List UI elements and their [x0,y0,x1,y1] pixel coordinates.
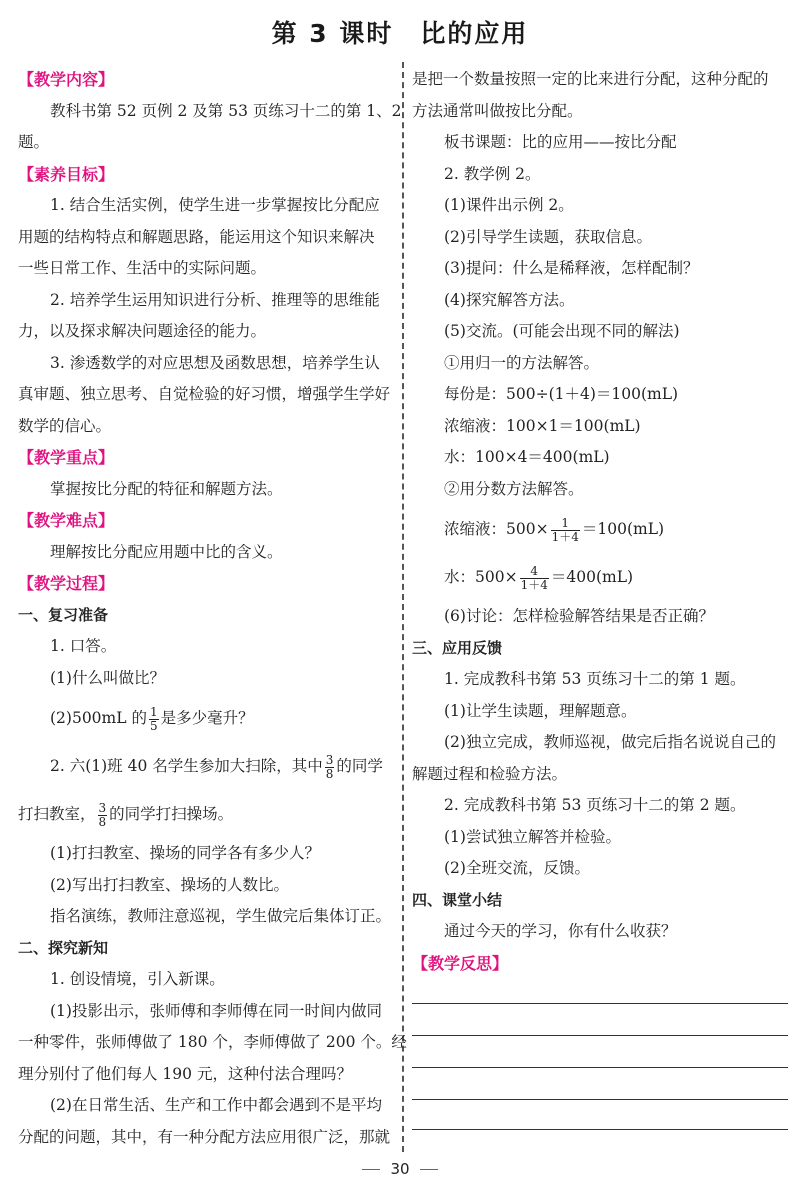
paragraph-line: 力，以及探求解决问题途径的能力。 [18,322,267,340]
right-column [412,64,788,1129]
paragraph-line: 通过今天的学习，你有什么收获？ [444,922,677,940]
paragraph-line: (6)讨论：怎样检验解答结果是否正确？ [444,607,714,625]
fraction-question-line: 打扫教室， $\frac{3}{8}$ 的同学打扫操场。 [18,800,234,829]
equation-line: 水：100×4＝400(mL) [444,448,610,466]
paragraph-line: 1. 完成教科书第 53 页练习十二的第 1 题。 [444,670,746,688]
section-feedback: 三、应用反馈 [412,638,503,657]
paragraph-line: 1. 口答。 [50,637,117,655]
paragraph-line: (4)探究解答方法。 [444,290,575,309]
heading-difficulties: 【教学难点】 [18,511,115,530]
paragraph-line: (1)打扫教室、操场的同学各有多少人？ [50,844,320,862]
heading-key-points: 【教学重点】 [18,448,115,467]
paragraph-line: 3. 渗透数学的对应思想及函数思想，培养学生认 [50,353,380,372]
paragraph-line: 真审题、独立思考、自觉检验的好习惯，增强学生学好 [18,385,391,403]
equation-line: 每份是：500÷(1＋4)＝100(mL) [444,385,679,403]
paragraph-line: (3)提问：什么是稀释液，怎样配制？ [444,259,699,277]
writing-line [412,1035,788,1036]
column-divider [402,62,404,1152]
fraction: $\frac{1}{1+4}$ [551,515,579,544]
heading-teaching-process: 【教学过程】 [18,574,115,593]
page-number-footer [0,1160,800,1178]
paragraph-line: (1)让学生读题，理解题意。 [444,701,637,720]
paragraph-line: ①用归一的方法解答。 [444,353,600,372]
paragraph-line: ②用分数方法解答。 [444,479,584,498]
paragraph-line: (2)引导学生读题，获取信息。 [444,227,652,246]
paragraph-line: (2)独立完成，教师巡视，做完后指名说说自己的 [444,733,776,751]
paragraph-line: 解题过程和检验方法。 [412,764,568,783]
left-column [18,64,407,1153]
paragraph-line: 方法通常叫做按比分配。 [412,101,583,120]
fraction: $\frac{4}{1+4}$ [520,563,548,592]
fraction: $\frac{3}{8}$ [98,800,107,829]
reflection-writing-area[interactable] [412,979,788,1129]
paragraph-line: 掌握按比分配的特征和解题方法。 [50,479,283,498]
paragraph-line: 理分别付了他们每人 190 元，这种付法合理吗？ [18,1064,352,1083]
page-number: 30 [390,1160,410,1178]
paragraph-line: (1)投影出示，张师傅和李师傅在同一时间内做同 [50,1001,382,1020]
fraction-equation-line: 浓缩液：500× $\frac{1}{1+4}$ ＝100(mL) [444,515,665,544]
paragraph-line: (5)交流。(可能会出现不同的解法) [444,322,680,340]
section-summary: 四、课堂小结 [412,890,503,909]
paragraph-line: 教科书第 52 页例 2 及第 53 页练习十二的第 1、2 [50,101,402,120]
writing-line [412,1067,788,1068]
paragraph-line: (1)什么叫做比？ [50,668,165,687]
paragraph-line: 是把一个数量按照一定的比来进行分配，这种分配的 [412,70,769,88]
fraction: $\frac{1}{5}$ [149,704,158,733]
paragraph-line: 理解按比分配应用题中比的含义。 [50,542,283,561]
fraction-question-line: (2)500mL 的 $\frac{1}{5}$ 是多少毫升？ [50,704,254,733]
writing-line [412,1099,788,1100]
paragraph-line: 指名演练，教师注意巡视，学生做完后集体订正。 [50,907,392,925]
paragraph-line: (1)尝试独立解答并检验。 [444,827,621,846]
paragraph-line: 一种零件，张师傅做了 180 个，李师傅做了 200 个。经 [18,1033,407,1051]
writing-line [412,1003,788,1004]
heading-reflection: 【教学反思】 [412,953,509,973]
paragraph-line: 1. 结合生活实例，使学生进一步掌握按比分配应 [50,196,380,214]
paragraph-line: (1)课件出示例 2。 [444,196,574,214]
fraction-equation-line: 水：500× $\frac{4}{1+4}$ ＝400(mL) [444,563,634,592]
paragraph-line: 2. 教学例 2。 [444,164,541,183]
equation-line: 浓缩液：100×1＝100(mL) [444,416,641,435]
fraction: $\frac{3}{8}$ [325,752,334,781]
section-review: 一、复习准备 [18,605,109,624]
paragraph-line: (2)在日常生活、生产和工作中都会遇到不是平均 [50,1096,382,1114]
heading-teaching-content: 【教学内容】 [18,70,115,89]
paragraph-line: 分配的问题，其中，有一种分配方法应用很广泛，那就 [18,1127,391,1146]
heading-goals: 【素养目标】 [18,164,115,184]
page-title: 第 3 课时 比的应用 [271,19,529,48]
paragraph-line: 用题的结构特点和解题思路，能运用这个知识来解决 [18,227,375,246]
paragraph-line: 数学的信心。 [18,416,112,435]
paragraph-line: (2)写出打扫教室、操场的人数比。 [50,875,289,894]
section-explore: 二、探究新知 [18,938,109,957]
paragraph-line: 题。 [18,133,50,151]
paragraph-line: 一些日常工作、生活中的实际问题。 [18,259,267,277]
paragraph-line: (2)全班交流，反馈。 [444,859,590,877]
fraction-question-line: 2. 六(1)班 40 名学生参加大扫除，其中 $\frac{3}{8}$ 的同学 [50,752,383,781]
paragraph-line: 板书课题：比的应用——按比分配 [444,133,677,151]
paragraph-line: 2. 完成教科书第 53 页练习十二的第 2 题。 [444,796,746,814]
paragraph-line: 1. 创设情境，引入新课。 [50,970,225,988]
writing-line [412,1129,788,1130]
paragraph-line: 2. 培养学生运用知识进行分析、推理等的思维能 [50,290,380,309]
